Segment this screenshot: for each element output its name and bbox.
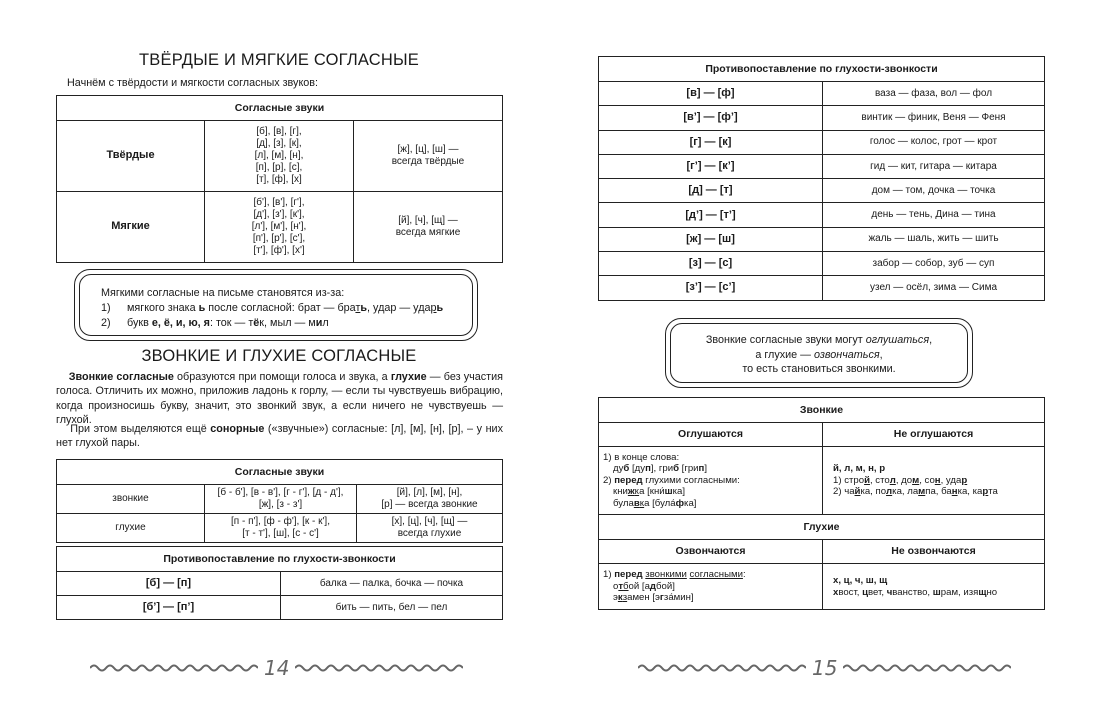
example-cell: бить — пить, бел — пел	[281, 596, 503, 620]
example-cell: балка — палка, бочка — почка	[281, 572, 503, 596]
example-cell: забор — собор, зуб — суп	[823, 252, 1045, 276]
deafen-cell: 1) в конце слова: дуб [дуп], гриб [грип] 2) перед глухими согласными: книжка [кни́шка] булавка [була́фка]	[599, 447, 823, 515]
pair-cell: [з’] — [с’]	[599, 276, 823, 300]
soft-rule-box	[74, 269, 478, 341]
page-number: 14	[264, 656, 290, 680]
pair-cell: [г’] — [к’]	[599, 154, 823, 178]
table-row	[599, 252, 1045, 276]
page-footer-right	[638, 656, 1011, 680]
table-header: Противопоставление по глухости-звонкости	[599, 57, 1045, 82]
wave-ornament-icon	[638, 663, 806, 673]
wave-ornament-icon	[90, 663, 258, 673]
row-label-soft: Мягкие	[57, 192, 205, 263]
page-title-hard-soft: ТВЁРДЫЕ И МЯГКИЕ СОГЛАСНЫЕ	[139, 51, 419, 69]
example-cell: гид — кит, гитара — китара	[823, 154, 1045, 178]
pair-cell: [д’] — [т’]	[599, 203, 823, 227]
box-item-1: 1) мягкого знака ь после согласной: брат — брать, удар — ударь	[101, 301, 444, 314]
table-row	[599, 227, 1045, 251]
table-header: Согласные звуки	[57, 460, 503, 485]
voiceless-pairs: [п - п'], [ф - ф'], [к - к'], [т - т'], [ш], [с - с']	[205, 514, 357, 543]
table-row	[599, 154, 1045, 178]
voiceless-note: [х], [ц], [ч], [щ] — всегда глухие	[357, 514, 503, 543]
example-cell: жаль — шаль, жить — шить	[823, 227, 1045, 251]
pair-cell: [г] — [к]	[599, 130, 823, 154]
table-row	[599, 203, 1045, 227]
deafen-header: Оглушаются	[599, 423, 823, 447]
voiced-header: Звонкие	[599, 398, 1045, 423]
consonants-hard-soft-table	[56, 95, 503, 263]
pair-cell: [в’] — [ф’]	[599, 106, 823, 130]
table-row	[599, 179, 1045, 203]
assimilation-box	[665, 318, 973, 388]
right-page	[550, 0, 1100, 712]
example-cell: день — тень, Дина — тина	[823, 203, 1045, 227]
hard-sounds: [б], [в], [г], [д], [з], [к], [л], [м], [н], [п], [р], [с], [т], [ф], [х]	[205, 121, 354, 192]
example-cell: дом — том, дочка — точка	[823, 179, 1045, 203]
pair-cell: [б’] — [п’]	[57, 596, 281, 620]
not-deafen-cell: й, л, м, н, р 1) строй, стол, дом, сон, удар 2) чайка, полка, лампа, банка, карта	[823, 447, 1045, 515]
table-row	[599, 276, 1045, 300]
voice-cell: 1) перед звонкими согласными: отбой [адбой] экзамен [эгза́мин]	[599, 564, 823, 610]
row-label-hard: Твёрдые	[57, 121, 205, 192]
pair-cell: [д] — [т]	[599, 179, 823, 203]
example-cell: винтик — финик, Веня — Феня	[823, 106, 1045, 130]
pair-cell: [б] — [п]	[57, 572, 281, 596]
pair-cell: [ж] — [ш]	[599, 227, 823, 251]
page-number: 15	[812, 656, 838, 680]
paragraph-sonorant: При этом выделяются ещё сонорные («звучные») согласные: [л], [м], [н], [р], – у них нет глухой пары.	[56, 423, 503, 450]
example-cell: голос — колос, грот — крот	[823, 130, 1045, 154]
pair-cell: [з] — [с]	[599, 252, 823, 276]
paragraph-voiced-voiceless: Звонкие согласные образуются при помощи голоса и звука, а глухие — без участия голоса. Отличить их можно, приложив ладонь к горлу, — если ты чувствуешь вибрацию, когда произносишь букву, значит, это звонкий звук, а если ничего не чувствуешь — глухой.	[56, 371, 504, 426]
voiced-voiceless-table	[56, 459, 503, 543]
voice-header: Озвончаются	[599, 540, 823, 564]
example-cell: ваза — фаза, вол — фол	[823, 82, 1045, 106]
intro-text: Начнём с твёрдости и мягкости согласных звуков:	[67, 77, 319, 89]
page-footer-left	[90, 656, 463, 680]
page-title-voiced-voiceless: ЗВОНКИЕ И ГЛУХИЕ СОГЛАСНЫЕ	[141, 347, 417, 365]
not-voice-header: Не озвончаются	[823, 540, 1045, 564]
box-line-3: то есть становиться звонкими.	[742, 363, 896, 376]
row-label-voiceless: глухие	[57, 514, 205, 543]
opposition-table-right	[598, 56, 1045, 301]
example-cell: узел — осёл, зима — Сима	[823, 276, 1045, 300]
pair-cell: [в] — [ф]	[599, 82, 823, 106]
table-row	[599, 130, 1045, 154]
wave-ornament-icon	[295, 663, 463, 673]
wave-ornament-icon	[843, 663, 1011, 673]
voiced-note: [й], [л], [м], [н], [р] — всегда звонкие	[357, 485, 503, 514]
row-label-voiced: звонкие	[57, 485, 205, 514]
box-line-1: Звонкие согласные звуки могут оглушаться,	[705, 334, 933, 346]
not-voice-cell: х, ц, ч, ш, щ хвост, цвет, чванство, шрам, изящно	[823, 564, 1045, 610]
not-deafen-header: Не оглушаются	[823, 423, 1045, 447]
table-row	[599, 82, 1045, 106]
hard-note: [ж], [ц], [ш] — всегда твёрдые	[354, 121, 503, 192]
box-line-2: а глухие — озвончаться,	[755, 348, 883, 361]
soft-note: [й], [ч], [щ] — всегда мягкие	[354, 192, 503, 263]
box-lead: Мягкими согласные на письме становятся из-за:	[101, 287, 345, 299]
box-item-2: 2) букв е, ё, и, ю, я: ток — тёк, мыл — мил	[101, 316, 329, 329]
opposition-table-left	[56, 546, 503, 620]
table-row	[599, 106, 1045, 130]
table-header: Согласные звуки	[57, 96, 503, 121]
voiceless-header: Глухие	[599, 515, 1045, 540]
assimilation-table	[598, 397, 1045, 610]
soft-sounds: [б'], [в'], [г'], [д'], [з'], [к'], [л'], [м'], [н'], [п'], [р'], [с'], [т'], [ф'], [х']	[205, 192, 354, 263]
voiced-pairs: [б - б'], [в - в'], [г - г'], [д - д'], [ж], [з - з']	[205, 485, 357, 514]
table-header: Противопоставление по глухости-звонкости	[57, 547, 503, 572]
